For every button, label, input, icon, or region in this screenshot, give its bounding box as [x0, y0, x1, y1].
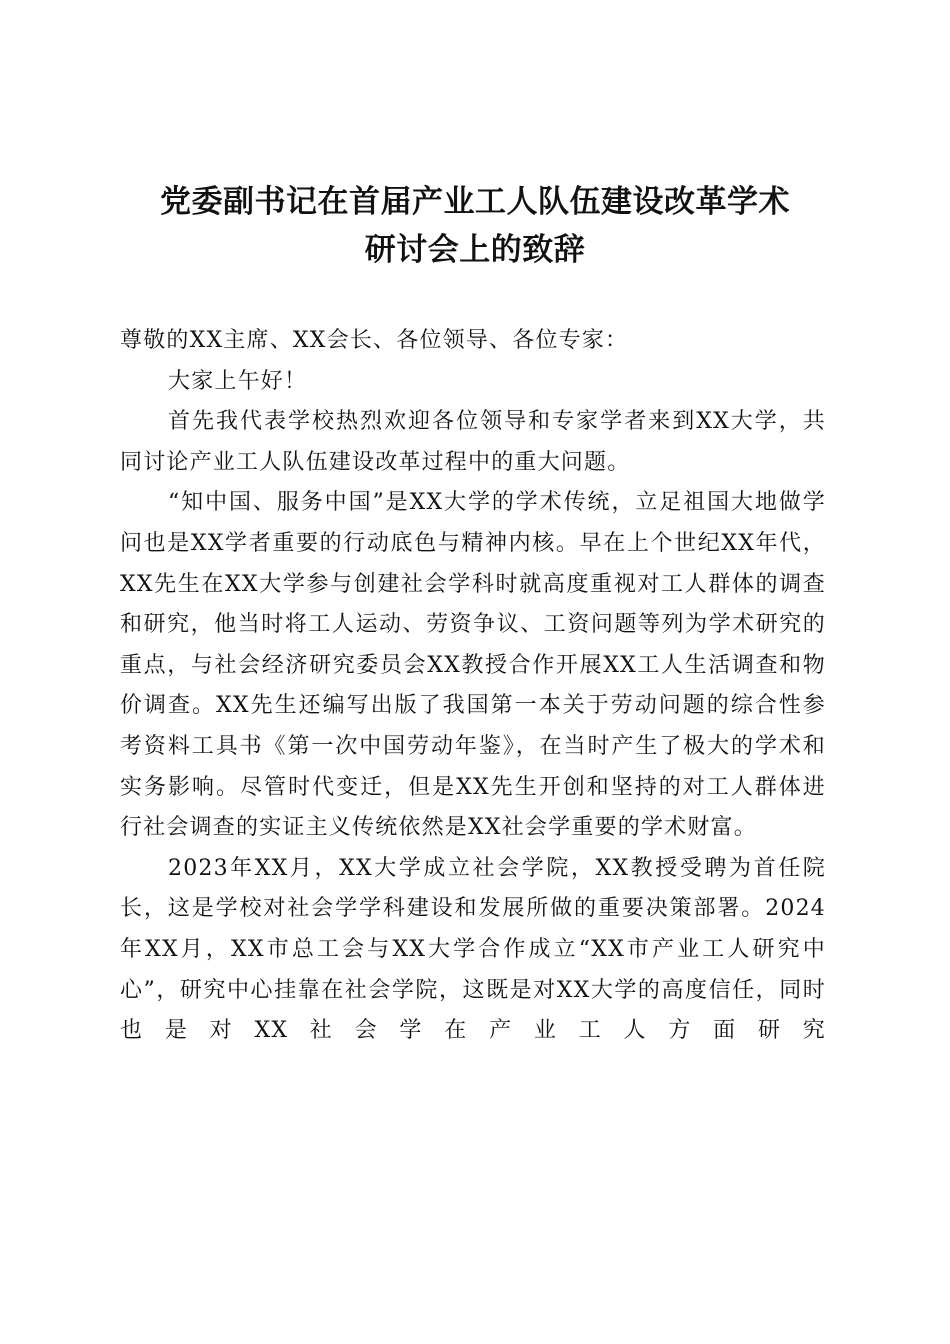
title-line-1: 党委副书记在首届产业工人队伍建设改革学术	[160, 184, 790, 220]
greeting: 大家上午好！	[168, 368, 308, 394]
document-title	[110, 178, 840, 274]
salutation: 尊敬的XX主席、XX会长、各位领导、各位专家：	[120, 328, 629, 353]
paragraph-school-development: 2023年XX月，XX大学成立社会学院，XX教授受聘为首任院长，这是学校对社会学学科建设和发展所做的重要决策部署。2024年XX月，XX市总工会与XX大学合作成立“XX市产业工人研究中心”，研究中心挂靠在社会学院，这既是对XX大学的高度信任，同时也是对XX社会学在产业工人方面研究	[120, 855, 826, 1044]
document-body	[120, 321, 826, 1052]
title-line-2: 研讨会上的致辞	[364, 232, 586, 268]
paragraph-tradition: “知中国、服务中国”是XX大学的学术传统，立足祖国大地做学问也是XX学者重要的行动底色与精神内核。早在上个世纪XX年代，XX先生在XX大学参与创建社会学科时就高度重视对工人群体的调查和研究，他当时将工人运动、劳资争议、工资问题等列为学术研究的重点，与社会经济研究委员会XX教授合作开展XX工人生活调查和物价调查。XX先生还编写出版了我国第一本关于劳动问题的综合性参考资料工具书《第一次中国劳动年鉴》，在当时产生了极大的学术和实务影响。尽管时代变迁，但是XX先生开创和坚持的对工人群体进行社会调查的实证主义传统依然是XX社会学重要的学术财富。	[120, 490, 826, 841]
paragraph-welcome: 首先我代表学校热烈欢迎各位领导和专家学者来到XX大学，共同讨论产业工人队伍建设改革过程中的重大问题。	[120, 409, 826, 475]
